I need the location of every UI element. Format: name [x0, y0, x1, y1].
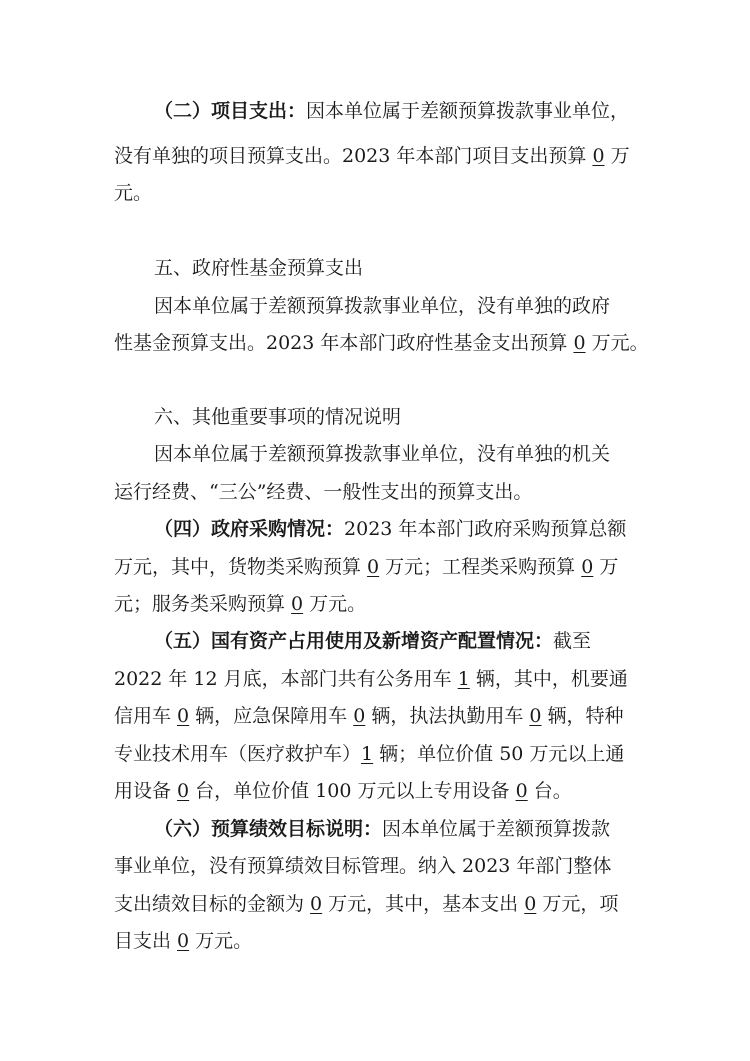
procurement-line-3: 元；服务类采购预算 0 万元。: [114, 593, 367, 615]
performance-line-1: （六）预算绩效目标说明：因本单位属于差额预算拨款: [154, 818, 611, 840]
procurement-line-1: （四）政府采购情况：2023 年本部门政府采购预算总额: [154, 518, 627, 540]
project-expense-amount: 0: [592, 145, 605, 167]
assets-ambulance-count: 1: [361, 743, 374, 765]
project-expense-line-1: （二）项目支出：因本单位属于差额预算拨款事业单位，: [154, 100, 630, 122]
performance-line-2: 事业单位，没有预算绩效目标管理。纳入 2023 年部门整体: [114, 855, 612, 877]
performance-basic-amount: 0: [524, 893, 537, 915]
assets-line-5: 用设备 0 台，单位价值 100 万元以上专用设备 0 台。: [114, 780, 572, 802]
procurement-line-2: 万元，其中，货物类采购预算 0 万元；工程类采购预算 0 万: [114, 556, 619, 578]
assets-line-3: 信用车 0 辆，应急保障用车 0 辆，执法执勤用车 0 辆，特种: [114, 705, 624, 727]
assets-special-equipment-count: 0: [515, 780, 528, 802]
assets-general-equipment-count: 0: [177, 780, 190, 802]
assets-enforcement-count: 0: [529, 705, 542, 727]
assets-label: （五）国有资产占用使用及新增资产配置情况：: [154, 630, 554, 652]
procurement-engineering-amount: 0: [581, 556, 594, 578]
project-expense-line-2: 没有单独的项目预算支出。2023 年本部门项目支出预算 0 万: [114, 145, 630, 167]
performance-project-amount: 0: [177, 930, 190, 952]
project-expense-label: （二）项目支出：: [154, 100, 307, 122]
performance-line-4: 目支出 0 万元。: [114, 930, 253, 952]
performance-total-amount: 0: [310, 893, 323, 915]
assets-confidential-count: 0: [177, 705, 190, 727]
performance-label: （六）预算绩效目标说明：: [154, 818, 383, 840]
other-matters-line-1: 因本单位属于差额预算拨款事业单位，没有单独的机关: [154, 443, 611, 465]
procurement-services-amount: 0: [291, 593, 304, 615]
assets-line-1: （五）国有资产占用使用及新增资产配置情况：截至: [154, 630, 592, 652]
assets-line-2: 2022 年 12 月底，本部门共有公务用车 1 辆，其中，机要通: [114, 668, 628, 690]
project-expense-line-3: 元。: [114, 182, 153, 204]
assets-line-4: 专业技术用车（医疗救护车）1 辆；单位价值 50 万元以上通: [114, 743, 625, 765]
gov-fund-heading: 五、政府性基金预算支出: [154, 257, 364, 279]
procurement-label: （四）政府采购情况：: [154, 518, 345, 540]
assets-emergency-count: 0: [353, 705, 366, 727]
other-matters-line-2: 运行经费、“三公”经费、一般性支出的预算支出。: [114, 481, 533, 503]
other-matters-heading: 六、其他重要事项的情况说明: [154, 406, 402, 428]
gov-fund-amount: 0: [573, 332, 586, 354]
gov-fund-line-1: 因本单位属于差额预算拨款事业单位，没有单独的政府: [154, 295, 611, 317]
procurement-goods-amount: 0: [367, 556, 380, 578]
performance-line-3: 支出绩效目标的金额为 0 万元，其中，基本支出 0 万元，项: [114, 893, 619, 915]
gov-fund-line-2: 性基金预算支出。2023 年本部门政府性基金支出预算 0 万元。: [114, 332, 649, 354]
assets-vehicles-count: 1: [457, 668, 470, 690]
